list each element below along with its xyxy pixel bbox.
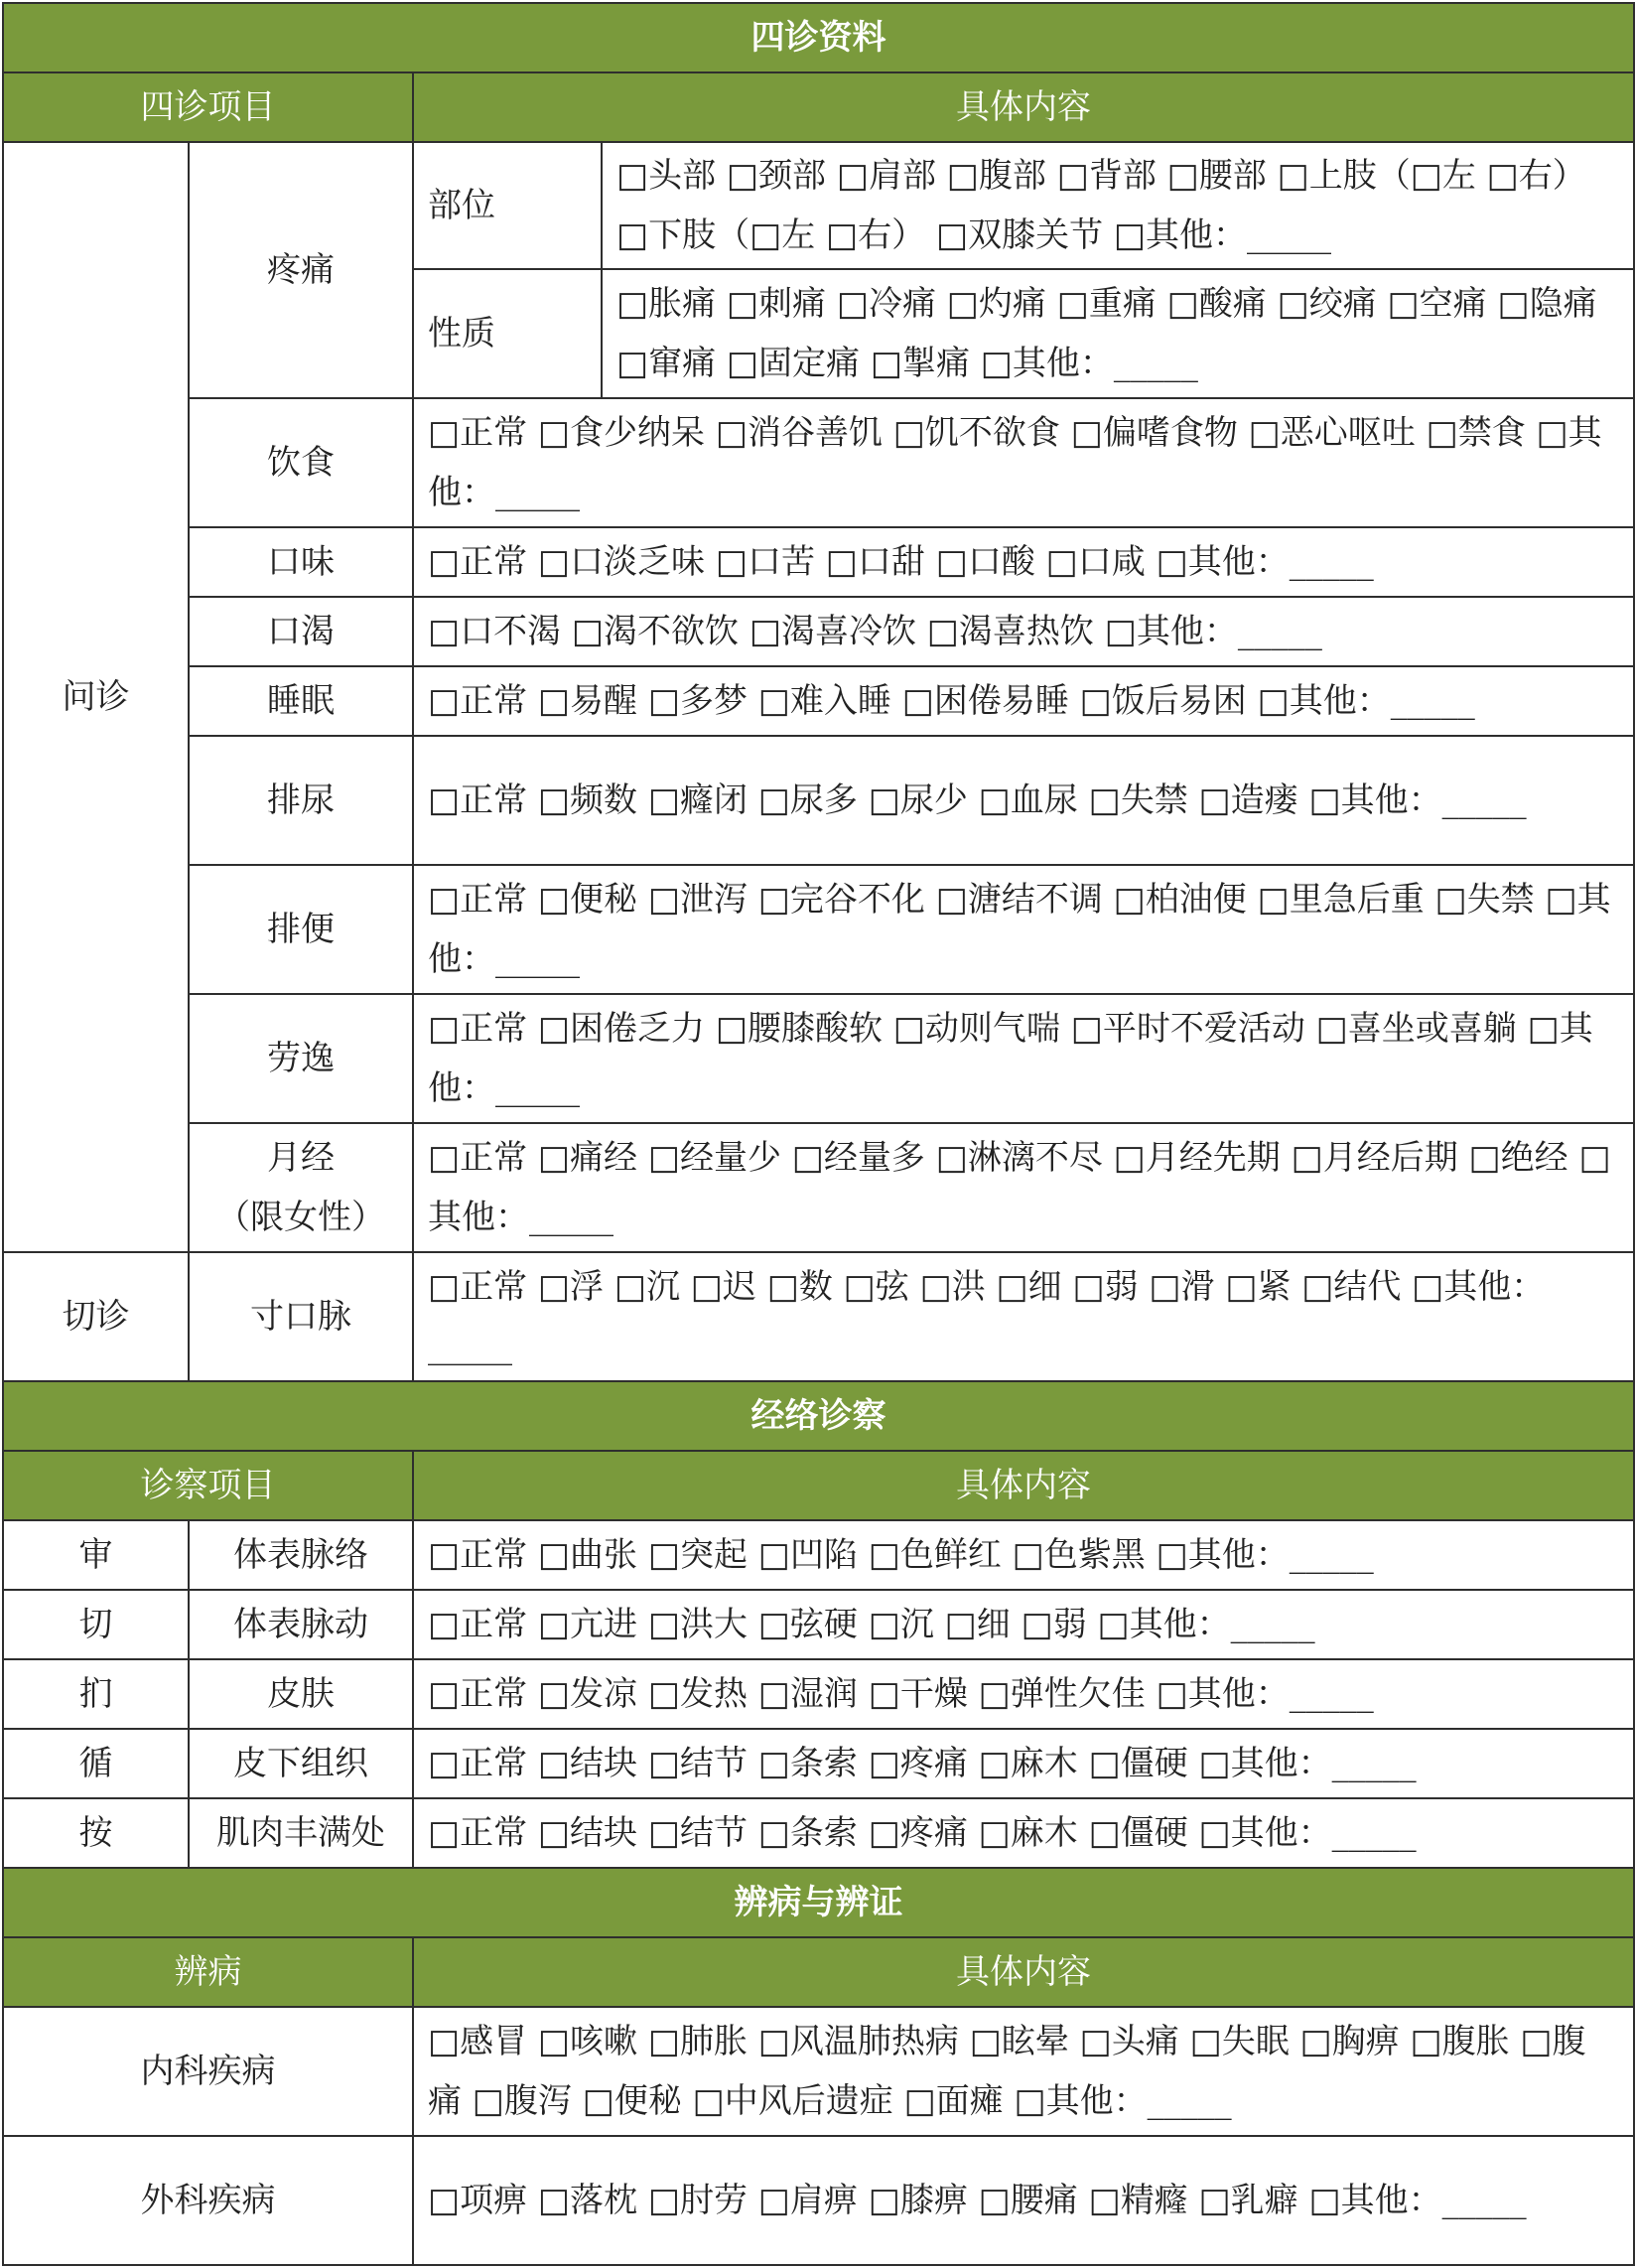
options-urine[interactable]: □正常 □频数 □癃闭 □尿多 □尿少 □血尿 □失禁 □造瘘 □其他：_____ (413, 736, 1634, 865)
subitem-nature: 性质 (413, 269, 602, 398)
disease-internal: 内科疾病 (3, 2007, 413, 2136)
method-inspect: 审 (3, 1520, 189, 1590)
method-follow: 循 (3, 1729, 189, 1798)
column-header-disease: 辨病 (3, 1937, 413, 2007)
options-pulse[interactable]: □正常 □浮 □沉 □迟 □数 □弦 □洪 □细 □弱 □滑 □紧 □结代 □其他：_____ (413, 1252, 1634, 1381)
column-header-content: 具体内容 (413, 72, 1634, 142)
options-internal-disease[interactable]: □感冒 □咳嗽 □肺胀 □风温肺热病 □眩晕 □头痛 □失眠 □胸痹 □腹胀 □腹痛 □腹泻 □便秘 □中风后遗症 □面瘫 □其他：_____ (413, 2007, 1634, 2136)
category-palpation: 切诊 (3, 1252, 189, 1381)
section-title-differentiation: 辨病与辨证 (3, 1868, 1634, 1937)
column-header-exam-content: 具体内容 (413, 1451, 1634, 1520)
options-diet[interactable]: □正常 □食少纳呆 □消谷善饥 □饥不欲食 □偏嗜食物 □恶心呕吐 □禁食 □其他：_____ (413, 398, 1634, 527)
section-title-four-diagnosis: 四诊资料 (3, 3, 1634, 72)
options-exam[interactable]: □正常 □曲张 □突起 □凹陷 □色鲜红 □色紫黑 □其他：_____ (413, 1520, 1634, 1590)
item-thirst: 口渴 (189, 597, 413, 666)
options-menses[interactable]: □正常 □痛经 □经量少 □经量多 □淋漓不尽 □月经先期 □月经后期 □绝经 □其他：_____ (413, 1123, 1634, 1252)
item-taste: 口味 (189, 527, 413, 597)
item-pain: 疼痛 (189, 142, 413, 398)
column-header-exam-item: 诊察项目 (3, 1451, 413, 1520)
item-menses (189, 1123, 413, 1252)
options-pain-nature[interactable]: □胀痛 □刺痛 □冷痛 □灼痛 □重痛 □酸痛 □绞痛 □空痛 □隐痛 □窜痛 □固定痛 □掣痛 □其他：_____ (602, 269, 1634, 398)
item-menses-label: 月经 (267, 1138, 335, 1178)
column-header-disease-content: 具体内容 (413, 1937, 1634, 2007)
options-pain-location[interactable]: □头部 □颈部 □肩部 □腹部 □背部 □腰部 □上肢（□左 □右） □下肢（□左 □右） □双膝关节 □其他：_____ (602, 142, 1634, 269)
options-exam[interactable]: □正常 □亢进 □洪大 □弦硬 □沉 □细 □弱 □其他：_____ (413, 1590, 1634, 1659)
exam-item: 体表脉络 (189, 1520, 413, 1590)
exam-item: 肌肉丰满处 (189, 1798, 413, 1868)
options-exam[interactable]: □正常 □结块 □结节 □条索 □疼痛 □麻木 □僵硬 □其他：_____ (413, 1729, 1634, 1798)
options-thirst[interactable]: □口不渴 □渴不欲饮 □渴喜冷饮 □渴喜热饮 □其他：_____ (413, 597, 1634, 666)
method-press: 按 (3, 1798, 189, 1868)
column-header-item: 四诊项目 (3, 72, 413, 142)
method-cut: 切 (3, 1590, 189, 1659)
options-external-disease[interactable]: □项痹 □落枕 □肘劳 □肩痹 □膝痹 □腰痛 □精癃 □乳癖 □其他：_____ (413, 2136, 1634, 2265)
options-stool[interactable]: □正常 □便秘 □泄泻 □完谷不化 □溏结不调 □柏油便 □里急后重 □失禁 □其他：_____ (413, 865, 1634, 994)
tcm-diagnosis-form (2, 2, 1635, 2266)
item-diet: 饮食 (189, 398, 413, 527)
category-inquiry: 问诊 (3, 142, 189, 1252)
item-stool: 排便 (189, 865, 413, 994)
exam-item: 皮肤 (189, 1659, 413, 1729)
item-menses-note: （限女性） (216, 1198, 385, 1237)
options-exam[interactable]: □正常 □发凉 □发热 □湿润 □干燥 □弹性欠佳 □其他：_____ (413, 1659, 1634, 1729)
disease-external: 外科疾病 (3, 2136, 413, 2265)
item-urine: 排尿 (189, 736, 413, 865)
options-exam[interactable]: □正常 □结块 □结节 □条索 □疼痛 □麻木 □僵硬 □其他：_____ (413, 1798, 1634, 1868)
options-sleep[interactable]: □正常 □易醒 □多梦 □难入睡 □困倦易睡 □饭后易困 □其他：_____ (413, 666, 1634, 736)
item-fatigue: 劳逸 (189, 994, 413, 1123)
options-taste[interactable]: □正常 □口淡乏味 □口苦 □口甜 □口酸 □口咸 □其他：_____ (413, 527, 1634, 597)
exam-item: 体表脉动 (189, 1590, 413, 1659)
item-pulse: 寸口脉 (189, 1252, 413, 1381)
section-title-meridian: 经络诊察 (3, 1381, 1634, 1451)
exam-item: 皮下组织 (189, 1729, 413, 1798)
item-sleep: 睡眠 (189, 666, 413, 736)
subitem-location: 部位 (413, 142, 602, 269)
options-fatigue[interactable]: □正常 □困倦乏力 □腰膝酸软 □动则气喘 □平时不爱活动 □喜坐或喜躺 □其他：_____ (413, 994, 1634, 1123)
method-touch: 扪 (3, 1659, 189, 1729)
